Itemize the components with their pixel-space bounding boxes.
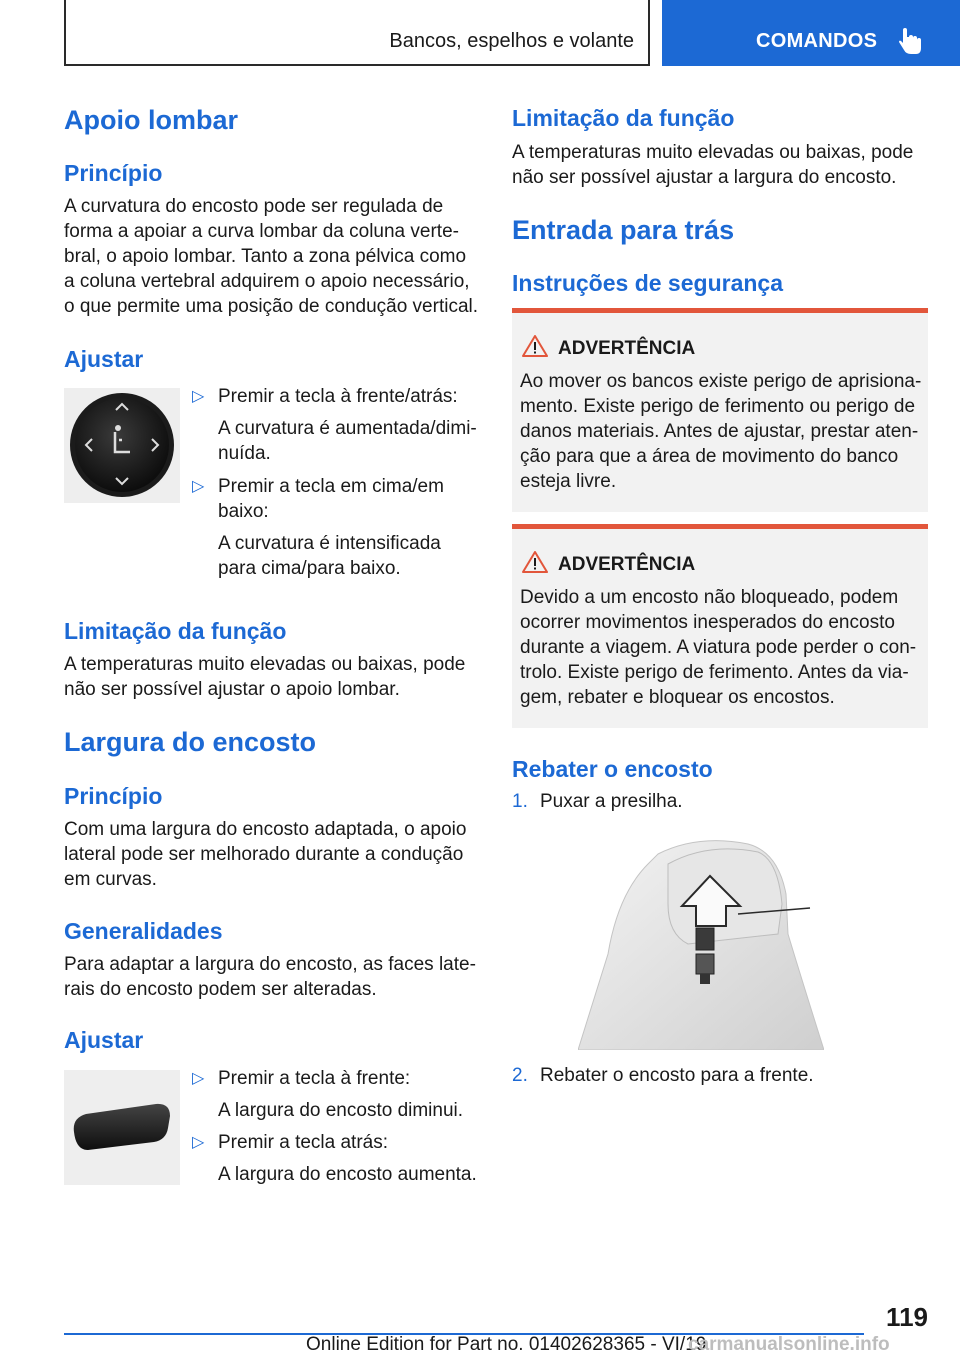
line: gem, rebater e bloquear os encostos.: [520, 687, 835, 708]
triangle-bullet-icon: ▷: [192, 1070, 205, 1087]
line: não ser possível ajustar o apoio lombar.: [64, 679, 400, 700]
warning-label: ADVERTÊNCIA: [558, 554, 696, 575]
paragraph-general: [64, 952, 476, 1002]
line: o que permite uma posição de condução vertical.: [64, 296, 479, 317]
line: durante a viagem. A viatura pode perder o con‐: [520, 637, 917, 658]
warning-text: [520, 585, 924, 710]
header-section-box: [64, 0, 650, 66]
bullet-text: A curvatura é intensificada: [218, 533, 441, 554]
line: bral, o apoio lombar. Tanto a zona pélvica como: [64, 246, 467, 267]
bullet-text: para cima/para baixo.: [218, 558, 401, 579]
header-chapter-box: [662, 0, 960, 66]
triangle-bullet-icon: ▷: [192, 388, 205, 405]
width-switch-image: [64, 1070, 180, 1185]
step-number: 2.: [512, 1065, 528, 1086]
page-number: 119: [886, 1302, 928, 1332]
seat-backrest-image: [578, 834, 824, 1050]
line: Devido a um encosto não bloqueado, podem: [520, 587, 899, 608]
heading-safety: Instruções de segurança: [512, 270, 783, 296]
line: Ao mover os bancos existe perigo de aprisiona‐: [520, 371, 922, 392]
seat-release-illustration: [578, 834, 824, 1050]
line: A temperaturas muito elevadas ou baixas, pode: [512, 142, 914, 163]
bullet-text: Premir a tecla atrás:: [218, 1132, 388, 1153]
bullet-text: Premir a tecla à frente/atrás:: [218, 386, 458, 407]
heading-backrest-width: Largura do encosto: [64, 727, 317, 757]
hand-pointer-icon: [898, 26, 924, 56]
triangle-bullet-icon: ▷: [192, 1134, 205, 1151]
warning-label: ADVERTÊNCIA: [558, 338, 696, 359]
heading-function-limit-2: Limitação da função: [512, 105, 735, 131]
line: lateral pode ser melhorado durante a condução: [64, 844, 464, 865]
line: Para adaptar a largura do encosto, as faces late‐: [64, 954, 476, 975]
line: não ser possível ajustar a largura do encosto.: [512, 167, 897, 188]
heading-adjust-2: Ajustar: [64, 1027, 144, 1053]
heading-principle-1: Princípio: [64, 160, 163, 186]
line: ocorrer movimentos inesperados do encosto: [520, 612, 895, 633]
bullet-text: nuída.: [218, 443, 271, 464]
heading-function-limit-1: Limitação da função: [64, 618, 287, 644]
line: mento. Existe perigo de ferimento ou perigo de: [520, 396, 916, 417]
bullet-text: A largura do encosto aumenta.: [218, 1164, 477, 1185]
warning-triangle-icon: [522, 334, 548, 358]
bullet-text: Premir a tecla em cima/em: [218, 476, 444, 497]
paragraph-principle-1: [64, 194, 478, 319]
line: Com uma largura do encosto adaptada, o apoio: [64, 819, 467, 840]
warning-box-2: [512, 524, 928, 728]
warning-text: [520, 369, 924, 494]
heading-general: Generalidades: [64, 918, 223, 944]
heading-lumbar-support: Apoio lombar: [64, 105, 238, 135]
triangle-bullet-icon: ▷: [192, 478, 205, 495]
watermark: carmanualsonline.info: [688, 1334, 890, 1355]
warning-triangle-icon: [522, 550, 548, 574]
width-switch-icon: [64, 1070, 180, 1185]
warning-box-1: [512, 308, 928, 512]
heading-rear-entry: Entrada para trás: [512, 215, 735, 245]
bullet-text: A curvatura é aumentada/dimi‐: [218, 418, 477, 439]
edition-note: Online Edition for Part no. 01402628365 - VI/19: [306, 1334, 707, 1355]
section-title: Bancos, espelhos e volante: [389, 30, 634, 52]
paragraph-limit-1: [64, 652, 465, 702]
heading-principle-2: Princípio: [64, 783, 163, 809]
heading-fold-backrest: Rebater o encosto: [512, 756, 713, 782]
step-text: Puxar a presilha.: [540, 791, 683, 812]
line: a coluna vertebral adquirem o apoio necessário,: [64, 271, 470, 292]
line: trolo. Existe perigo de ferimento. Antes da via‐: [520, 662, 909, 683]
bullet-text: A largura do encosto diminui.: [218, 1100, 464, 1121]
bullet-text: baixo:: [218, 501, 269, 522]
lumbar-switch-icon: [64, 388, 180, 503]
chapter-title: COMANDOS: [756, 30, 878, 52]
bullet-text: Premir a tecla à frente:: [218, 1068, 411, 1089]
line: danos materiais. Antes de ajustar, prestar aten‐: [520, 421, 919, 442]
step-text: Rebater o encosto para a frente.: [540, 1065, 814, 1086]
lumbar-switch-image: [64, 388, 180, 503]
line: rais do encosto podem ser alteradas.: [64, 979, 377, 1000]
line: em curvas.: [64, 869, 157, 890]
line: forma a apoiar a curva lombar da coluna verte‐: [64, 221, 459, 242]
step-number: 1.: [512, 791, 528, 812]
paragraph-principle-2: [64, 817, 466, 892]
line: esteja livre.: [520, 471, 617, 492]
paragraph-limit-2: [512, 140, 913, 190]
line: A curvatura do encosto pode ser regulada de: [64, 196, 444, 217]
line: ção para que a área de movimento do banco: [520, 446, 899, 467]
line: A temperaturas muito elevadas ou baixas, pode: [64, 654, 466, 675]
heading-adjust-1: Ajustar: [64, 346, 144, 372]
